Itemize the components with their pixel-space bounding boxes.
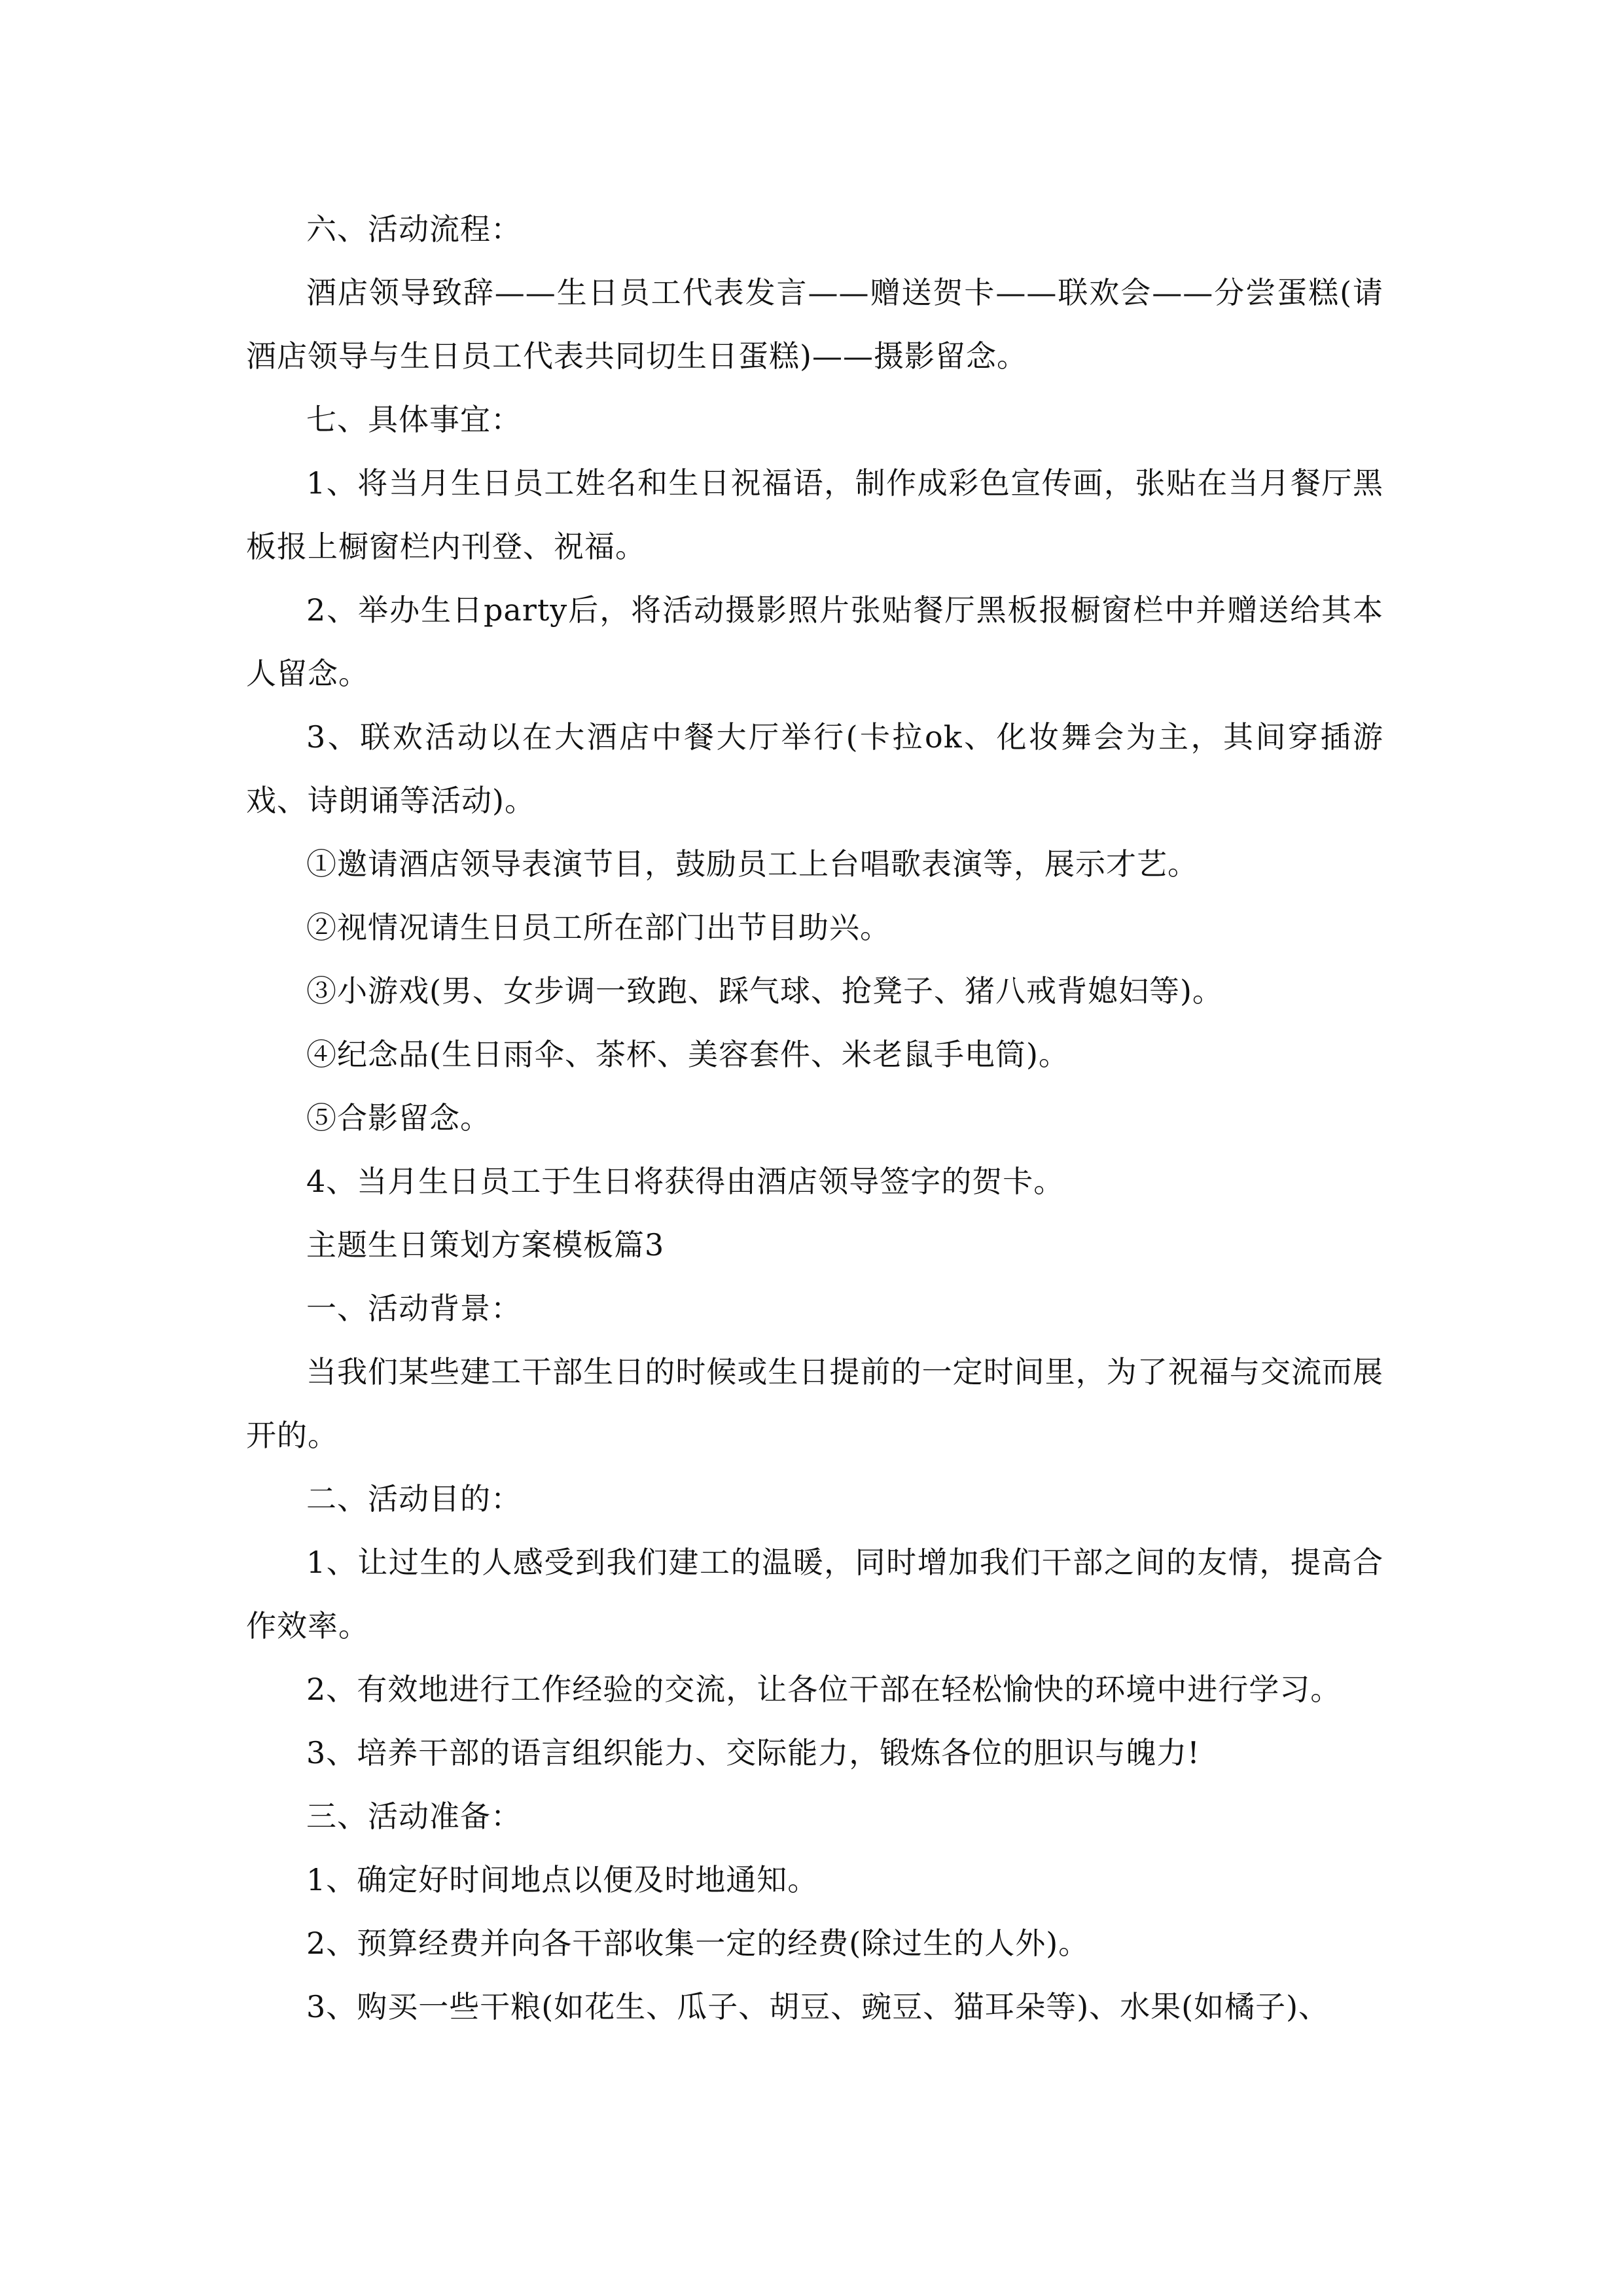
- section-heading-background: 一、活动背景：: [306, 1291, 522, 1326]
- paragraph-background: 当我们某些建工干部生日的时候或生日提前的一定时间里，为了祝福与交流而展开的。: [246, 1354, 1383, 1453]
- paragraph-item-4: 4、当月生日员工于生日将获得由酒店领导签字的贺卡。: [306, 1164, 1065, 1199]
- section-heading-purpose: 二、活动目的：: [306, 1481, 522, 1516]
- section-heading-preparation: 三、活动准备：: [306, 1799, 522, 1834]
- paragraph-item-3: 3、联欢活动以在大酒店中餐大厅举行(卡拉ok、化妆舞会为主，其间穿插游戏、诗朗诵等活动)。: [246, 719, 1383, 818]
- paragraph-subitem-5: ⑤合影留念。: [306, 1100, 491, 1136]
- section-heading-activity-flow: 六、活动流程：: [306, 211, 522, 247]
- paragraph-preparation-1: 1、确定好时间地点以便及时地通知。: [306, 1862, 819, 1897]
- paragraph-purpose-3: 3、培养干部的语言组织能力、交际能力，锻炼各位的胆识与魄力!: [306, 1735, 1200, 1770]
- document-body: [246, 198, 1383, 2039]
- section-heading-specific-matters: 七、具体事宜：: [306, 402, 522, 437]
- paragraph-subitem-4: ④纪念品(生日雨伞、茶杯、美容套件、米老鼠手电筒)。: [306, 1037, 1069, 1072]
- paragraph-purpose-1: 1、让过生的人感受到我们建工的温暖，同时增加我们干部之间的友情，提高合作效率。: [246, 1545, 1383, 1643]
- paragraph-preparation-3: 3、购买一些干粮(如花生、瓜子、胡豆、豌豆、猫耳朵等)、水果(如橘子)、: [306, 1989, 1330, 2024]
- paragraph-item-1: 1、将当月生日员工姓名和生日祝福语，制作成彩色宣传画，张贴在当月餐厅黑板报上橱窗栏内刊登、祝福。: [246, 465, 1383, 564]
- paragraph-activity-flow: 酒店领导致辞——生日员工代表发言——赠送贺卡——联欢会——分尝蛋糕(请酒店领导与生日员工代表共同切生日蛋糕)——摄影留念。: [246, 275, 1383, 374]
- paragraph-subitem-3: ③小游戏(男、女步调一致跑、踩气球、抢凳子、猪八戒背媳妇等)。: [306, 973, 1223, 1009]
- paragraph-subitem-2: ②视情况请生日员工所在部门出节目助兴。: [306, 910, 891, 945]
- paragraph-purpose-2: 2、有效地进行工作经验的交流，让各位干部在轻松愉快的环境中进行学习。: [306, 1672, 1342, 1707]
- paragraph-item-2: 2、举办生日party后，将活动摄影照片张贴餐厅黑板报橱窗栏中并赠送给其本人留念。: [246, 592, 1383, 691]
- paragraph-preparation-2: 2、预算经费并向各干部收集一定的经费(除过生的人外)。: [306, 1926, 1090, 1961]
- paragraph-subitem-1: ①邀请酒店领导表演节目，鼓励员工上台唱歌表演等，展示才艺。: [306, 846, 1198, 882]
- section-title-template-3: 主题生日策划方案模板篇3: [306, 1227, 665, 1263]
